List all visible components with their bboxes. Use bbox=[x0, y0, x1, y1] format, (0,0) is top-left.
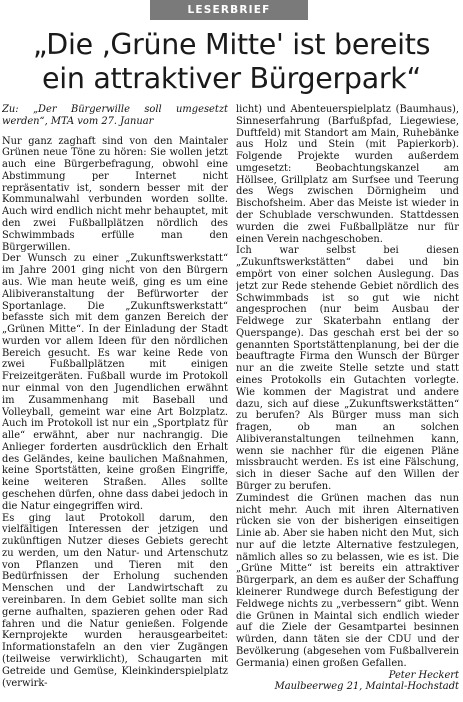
paragraph: Der Wunsch zu einer „Zukunftswerkstatt“ im Jahre 2001 ging nicht von den Bürgern aus. Wie man heute weiß, ging es um eine Alibiveranstaltung der Befürworter der Sportanlage. Die „Zukunftswerkstatt“ befasste sich mit dem ganzen Bereich der „Grünen Mitte“. In der Einladung der Stadt wurden vor allem Ideen für den nördlichen Bereich gesucht. Es war keine Rede von zwei Fußballplätzen mit einigen Freizeitgeräten. Fußball wurde im Protokoll nur einmal von den Jugendlichen erwähnt im Zusammenhang mit Baseball und Volleyball, gemeint war eine Art Bolzplatz. Auch im Protokoll ist nur ein „Sportplatz für alle“ erwähnt, aber nur nachrangig. Die Anlieger forderten ausdrücklich den Erhalt des Geländes, keine baulichen Maßnahmen, keine Sportstätten, keine großen Eingriffe, keine weiteren Straßen. Alles sollte geschehen dürfen, ohne dass dabei jedoch in die Natur eingegriffen wird. bbox=[2, 253, 228, 512]
headline bbox=[0, 28, 463, 96]
paragraph: Zumindest die Grünen machen das nun nicht mehr. Auch mit ihren Alternativen rücken sie von der bisherigen einseitigen Linie ab. Aber sie haben nicht den Mut, sich nur auf die letzte Alternative festzulegen, nämlich alles so zu belassen, wie es ist. Die „Grüne Mitte“ ist bereits ein attraktiver Bürgerpark, an dem es außer der Schaffung kleinerer Rundwege durch Befestigung der Feldwege nichts zu „verbessern“ gibt. Wenn die Grünen in Maintal sich endlich wieder auf die Ziele der Gesamtpartei besinnen würden, dann täten sie der CDU und der Bevölkerung (abgesehen vom Fußballverein Germania) einen großen Gefallen. bbox=[236, 492, 459, 669]
section-label: LESERBRIEF bbox=[150, 0, 308, 20]
author-address: Maulbeerweg 21, Maintal-Hochstadt bbox=[274, 681, 459, 693]
paragraph: Ich war selbst bei diesen „Zukunftswerkstätten“ dabei und bin empört von einer solchen Auslegung. Das jetzt zur Rede stehende Gebiet nördlich des Schwimmbads ist so gut wie nicht angesprochen (nur beim Ausbau der Feldwege zur Skaterbahn entlang der Querspange). Das geschah erst bei der so genannten Sportstättenplanung, bei der die beauftragte Firma den Wunsch der Bürger nur an die zweite Stelle setzte und statt eines Protokolls ein Gutachten vorlegte. Wie kommen der Magistrat und andere dazu, sich auf diese „Zukunftswerkstätten“ zu berufen? Als Bürger muss man sich fragen, ob man an solchen Alibiveranstaltungen teilnehmen kann, wenn sie nachher für die eigenen Pläne missbraucht werden. Es ist eine Fälschung, sich in dieser Sache auf den Willen der Bürger zu berufen. bbox=[236, 245, 459, 492]
reference-note: Zu: „Der Bürgerwille soll umgesetzt werden“, MTA vom 27. Januar bbox=[2, 104, 228, 127]
headline-line-2: ein attraktiver Bürgerpark“ bbox=[42, 62, 421, 95]
article-column-left bbox=[2, 104, 228, 694]
paragraph: licht) und Abenteuerspielplatz (Baumhaus), Sinneserfahrung (Barfußpfad, Liegewiese, Duftfeld) mit Standort am Main, Ruhebänke aus Holz und Stein (mit Papierkorb). Folgende Projekte wurden außerdem umgesetzt: Beobachtungskanzel am Höllsee, Grillplatz am Surfsee und Teerung des Wegs zwischen Dörnigheim und Bischofsheim. Aber das Meiste ist wieder in der Schublade verschwunden. Stattdessen wurden die zwei Fußballplätze nur für einen Verein nachgeschoben. bbox=[236, 104, 459, 245]
headline-line-1: „Die ‚Grüne Mitte' ist bereits bbox=[32, 28, 431, 61]
article-column-right bbox=[236, 104, 459, 694]
author-name: Peter Heckert bbox=[388, 669, 459, 681]
paragraph: Es ging laut Protokoll darum, den vielfältigen Interessen der jetzigen und zukünftigen Nutzer dieses Gebiets gerecht zu werden, um den Natur- und Artenschutz von Pflanzen und Tieren mit den Bedürfnissen der Erholung suchenden Menschen und der Landwirtschaft zu vereinbaren. In dem Gebiet sollte man sich gerne aufhalten, spazieren gehen oder Rad fahren und die Natur genießen. Folgende Kernprojekte wurden herausgearbeitet: Informationstafeln an den vier Zugängen (teilweise verwirklicht), Schaugarten mit Getreide und Gemüse, Kleinkinderspielplatz (verwirk- bbox=[2, 512, 228, 689]
paragraph: Nur ganz zaghaft sind von den Maintaler Grünen neue Töne zu hören: Sie wollen jetzt auch eine Bürgerbefragung, obwohl eine Abstimmung per Internet nicht repräsentativ ist, sondern besser mit der Kommunalwahl verbunden worden sollte. Auch wird endlich nicht mehr behauptet, mit den zwei Fußballplätzen nördlich des Schwimmbads erfülle man den Bürgerwillen. bbox=[2, 135, 228, 253]
